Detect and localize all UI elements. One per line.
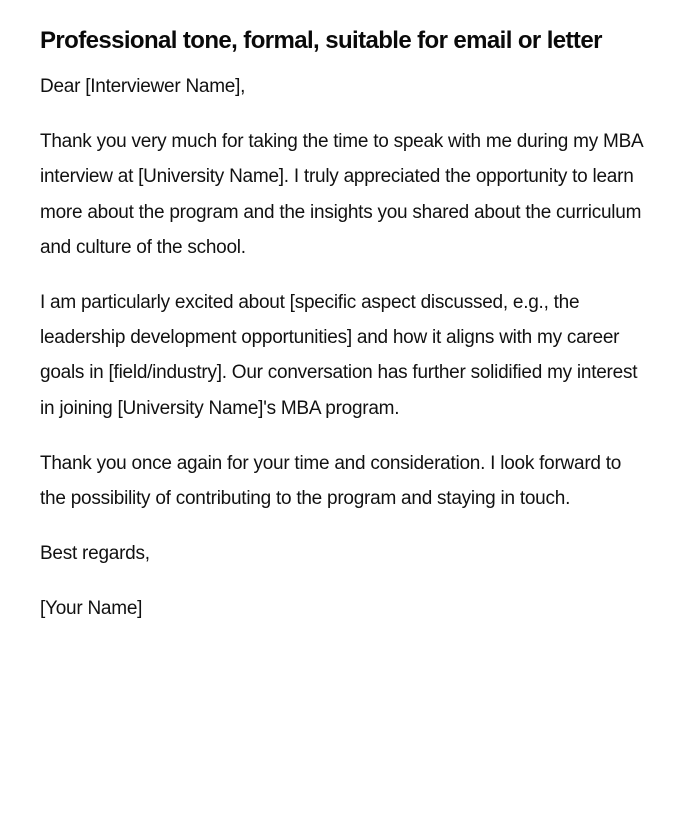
letter-paragraph-3: Thank you once again for your time and consideration. I look forward to the possibility of contributing to the program and staying in touch. [40,452,622,510]
letter-paragraph-1: Thank you very much for taking the time to speak with me during my MBA interview at [University Name]. I truly appreciated the opportunity to learn more about the program and the insights you shared about the curriculum and culture of the school. [40,131,643,258]
letter-signature: [Your Name] [40,598,143,620]
letter-document [40,19,650,627]
letter-paragraph-2: I am particularly excited about [specific aspect discussed, e.g., the leadership development opportunities] and how it aligns with my career goals in [field/industry]. Our conversation has further solidified my interest in joining [University Name]'s MBA program. [40,292,638,419]
letter-salutation: Dear [Interviewer Name], [40,76,246,97]
letter-closing: Best regards, [40,543,150,565]
document-title: Professional tone, formal, suitable for email or letter [40,27,602,54]
